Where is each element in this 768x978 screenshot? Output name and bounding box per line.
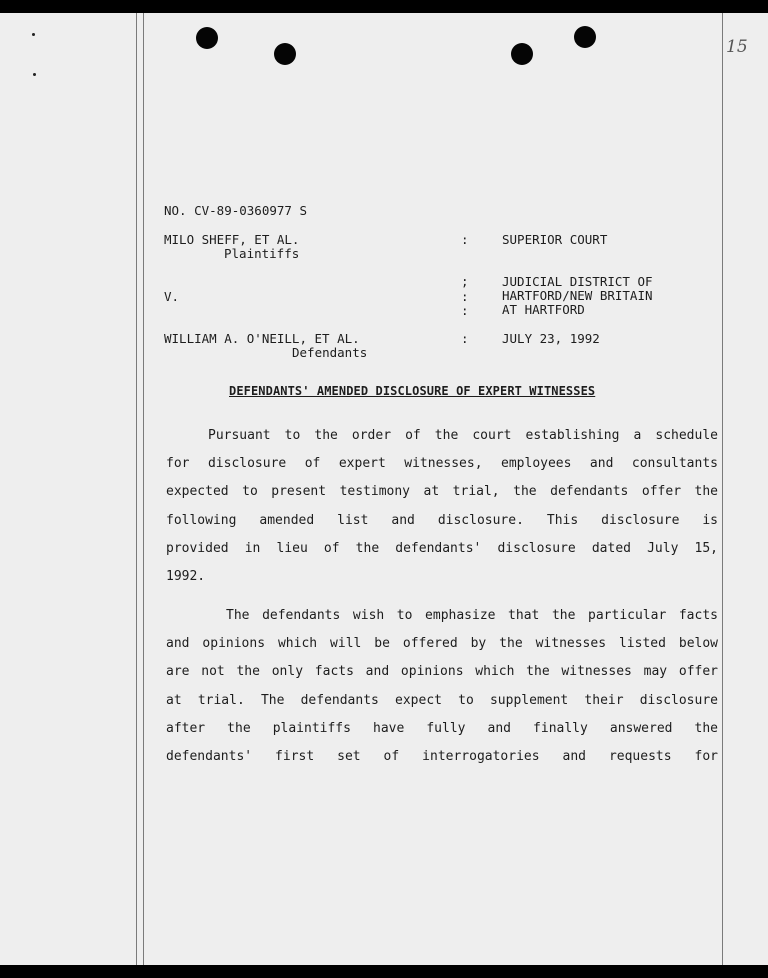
caption-colon: : [461, 303, 469, 318]
defendant-name: WILLIAM A. O'NEILL, ET AL. [164, 331, 360, 346]
paragraph-1 [166, 422, 718, 591]
paragraph-line: 1992. [166, 569, 206, 585]
scan-speck [32, 33, 35, 36]
caption-colon: ; [461, 274, 469, 289]
punch-hole [511, 43, 533, 65]
plaintiff-name: MILO SHEFF, ET AL. [164, 232, 300, 247]
district-line-2: HARTFORD/NEW BRITAIN [502, 288, 653, 303]
paragraph-line: are not the only facts and opinions which the witnesses may offer [166, 664, 718, 680]
punch-hole [274, 43, 296, 65]
punch-hole [574, 26, 596, 48]
paragraph-2 [166, 602, 718, 771]
district-line-3: AT HARTFORD [502, 302, 585, 317]
paragraph-line: at trial. The defendants expect to supplement their disclosure [166, 692, 718, 708]
right-margin-rule [722, 13, 723, 965]
left-margin-rule-inner [143, 13, 144, 965]
scan-speck [33, 73, 36, 76]
caption-colon: : [461, 331, 469, 346]
paragraph-line: after the plaintiffs have fully and finally answered the [166, 720, 718, 736]
paragraph-line: and opinions which will be offered by the witnesses listed below [166, 636, 718, 652]
paragraph-line: The defendants wish to emphasize that the particular facts [226, 608, 718, 623]
versus-label: V. [164, 289, 180, 304]
filing-date: JULY 23, 1992 [502, 331, 600, 346]
left-margin-rule-outer [136, 13, 137, 965]
paragraph-line: expected to present testimony at trial, the defendants offer the [166, 484, 718, 500]
document-title: DEFENDANTS' AMENDED DISCLOSURE OF EXPERT WITNESSES [229, 384, 596, 398]
paragraph-line: following amended list and disclosure. This disclosure is [166, 512, 718, 528]
district-line-1: JUDICIAL DISTRICT OF [502, 274, 653, 289]
defendant-role: Defendants [292, 345, 368, 360]
document-page [0, 13, 768, 965]
paragraph-line: provided in lieu of the defendants' disclosure dated July 15, [166, 540, 718, 556]
plaintiff-role: Plaintiffs [224, 246, 300, 261]
paragraph-line: for disclosure of expert witnesses, employees and consultants [166, 456, 718, 472]
page-number: 15 [726, 37, 748, 57]
court-name: SUPERIOR COURT [502, 232, 608, 247]
punch-hole [196, 27, 218, 49]
paragraph-line: Pursuant to the order of the court establishing a schedule [208, 428, 718, 443]
caption-colon: : [461, 289, 469, 304]
paragraph-line: defendants' first set of interrogatories and requests for [166, 749, 718, 765]
caption-colon: : [461, 232, 469, 247]
case-number: NO. CV-89-0360977 S [164, 203, 307, 218]
